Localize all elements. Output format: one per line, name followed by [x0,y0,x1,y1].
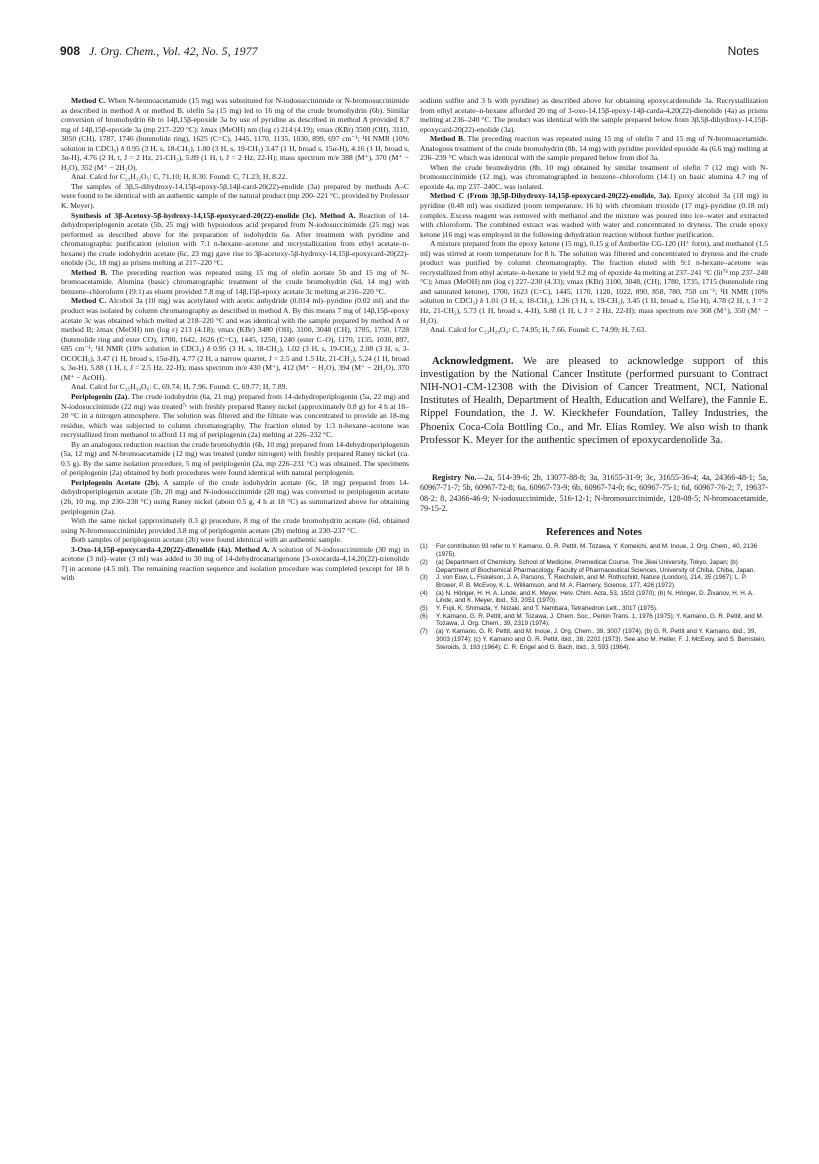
reference-number: (2) [420,558,428,566]
paragraph-text: Anal. Calcd for C₂₃H₂₈O₄: C, 74.95; H, 7.66. Found: C, 74.99; H, 7.63. [430,325,647,335]
left-paragraph [61,182,409,211]
reference-number: (4) [420,589,428,597]
left-paragraph [61,545,409,583]
page-header [60,44,759,62]
paragraph-lead: Method C (From 3β,5β-Dihydroxy-14,15β-epoxycard-20(22)-enolide, 3a). [430,191,672,201]
paragraph-lead: Method C. [71,96,106,105]
reference-text: (a) Department of Chemistry, School of Medicine, Premedical Course, The Jikei University, Tokyo, Japan; (b) Department of Biochemical Pharmacology, Faculty of Pharmaceutical Sciences, University of Chiba, Chiba, Japan. [436,558,756,574]
acknowledgment-lead: Acknowledgment. [432,355,514,367]
left-paragraph [61,535,409,545]
paragraph-text: Reaction of 14-dehydroperiplogenin acetate (5b, 25 mg) with hypoiodous acid prepared from N-iodosuccinimide (25 mg) was performed as described above for the preparation of iodohydrin 6a. After treatment with pyridine and chromatographic purification (elution with 7:1 n-hexane–acetone and recrystallization from ethyl acetate–n-hexane) the crude iodohydrin acetate (6c, 23 mg) gave rise to 3β-acetoxy-5β-hydroxy-14,15β-epoxycard-20(22)-enolide (3c, 18 mg) as prisms melting at 217–220 °C. [61,210,409,268]
right-paragraph [420,163,768,192]
paragraph-text: Both samples of periplogenin acetate (2b) were found identical with an authentic sample. [71,535,342,545]
references-heading: References and Notes [545,526,643,538]
paragraph-text: The preceding reaction was repeated using 15 mg of olefin 7 and 15 mg of N-bromoacetamide. Analogous treatment of the crude bromohydrin (8b, 14 mg) with pyridine provided epoxide 4a (6.6 mg) melting at 236–239 °C which was identical with the sample prepared below from diol 3a. [420,134,769,163]
left-paragraph [61,516,409,535]
paragraph-lead: Method C. [71,296,107,306]
right-paragraph [420,191,768,239]
paragraph-text: A mixture prepared from the epoxy ketone (15 mg), 0.15 g of Amberlite CG-120 (H⁺ form), and methanol (1.5 ml) was stirred at room temperature for 8 h. The solution was filtered and concentrated to dryness and the crude product was purified by column chromatography. The fraction eluted with 9:1 n-hexane–acetone was recrystallized from ethyl acetate–n-hexane to yield 9.2 mg of epoxide 4a melting at 237–241 °C (lit⁷ᵇ mp 237–248 °C); λmax (MeOH) nm (log ε) 227–230 (4.33); νmax (KBr) 3100, 3048, (CH), 1780, 1735, 1715 (butenolide ring and saturated ketone), 1700, 1623 (C=C), 1445, 1170, 1120, 1022, 890, 858, 780, 750 cm⁻¹; ¹H NMR (10% solution in CDCl₃) δ 1.01 (3 H, s, 18-CH₃), 1.26 (3 H, s, 19-CH₃), 3.45 (1 H, broad s, 15α H), 4.78 (2 H, t, J = 2 Hz, 21-CH₂), 5.73 (1 H, broad s, 4-H), 5.88 (1 H, t, J = 2 Hz, 22-H); mass spectrum m/e 368 (M⁺), 350 (M⁺ − H₂O). [420,239,768,325]
paragraph-text: Epoxy alcohol 3a (18 mg) in pyridine (0.48 ml) was oxidized (room temperature, 16 h) with chromium trioxide (17 mg)–pyridine (0.18 ml) complex. Excess reagent was removed with methanol and the mixture was poured into ice–water and extracted with chloroform. The combined extract was washed with water and concentrated to dryness. The crude epoxy ketone )16 mg) was employed in the following dehydration reaction without further purification. [420,191,768,239]
right-paragraph [420,96,768,134]
paragraph-text: A solution of N-iodosuccinimide (30 mg) in acetone (3 ml)–water (3 ml) was added to 30 mg of 14-dehydrocanarigenone [3-oxocarda-4,14,20(22)-trienolide 7] in acetone (4.5 ml). The remaining reaction sequence and isolation procedure was completed (except for 18 h with [61,544,409,583]
reference-number: (6) [420,612,428,620]
right-column [420,96,768,651]
section-label: Notes [727,44,759,58]
paragraph-text: A sample of the crude iodohydrin acetate (6c, 18 mg) prepared from 14-dehydroperiplogenin acetate (5b, 20 mg) and N-iodosuccinimide (20 mg) was converted to periplogenin acetate (2b, 10 mg, mp 230–238 °C) using Raney nickel (about 0.5 g, 4 h at 18 °C) as summarized above for obtaining periplogenin (2a). [61,477,409,516]
left-paragraph [61,211,409,268]
reference-item [420,628,768,651]
paragraph-text: Anal. Calcd for C₂₃H₃₂O₅: C, 71.10; H, 8.30. Found: C, 71.23; H, 8.22. [71,172,288,182]
left-paragraph [61,478,409,516]
left-paragraph [61,96,409,172]
paragraph-lead: 3-Oxo-14,15β-epoxycarda-4,20(22)-dienolide (4a). Method A. [71,544,270,554]
paragraph-lead: Method B. [71,267,108,277]
references-list [420,543,768,651]
reference-text: Y. Kamano, G. R. Pettit, and M. Tozawa, J. Chem. Soc., Perkin Trans. 1, 1976 (1975); Y. Kamano, G. R. Pettit, and M. Tozawa, J. Org. Chem., 39, 2319 (1974). [436,612,764,628]
paragraph-text: By an analogous reduction reaction the crude bromohydrin (6b, 10 mg) prepared from 14-dehydroperiplogenin (5a, 12 mg) and N-bromoacetamide (12 mg) was treated (under nitrogen) with freshly prepared Raney nickel (ca. 0.5 g). By the same isolation procedure, 5 mg of periplogenin (2a, mp 226–231 °C) was obtained. The specimens of periplogenin (2a) obtained by both procedures were found identical with natural periplogenin. [61,439,409,478]
paragraph-text: sodium sulfite and 3 h with pyridine) as described above for obtaining epoxycardenolide 3a. Recrystallization from ethyl acetate–n-hexane afforded 20 mg of 3-oxo-14,15β-epoxy-14β-carda-4,20(22)-dienolide (4a) as prisms melting at 236–240 °C. The product was identical with the sample prepared below from 3β,5β-dihydroxy-14,15β-epoxycard-20(22)-enolide (3a). [420,96,768,134]
left-paragraph [61,440,409,478]
reference-item [420,574,768,589]
acknowledgment-text: We are pleased to acknowledge support of this investigation by the National Cancer Institute (performed pursuant to Contract NIH-NO1-CM-12308 with the Division of Cancer Treatment, NCI, National Institutes of Health, Department of Health, Education and Welfare), the Fannie E. Rippel Foundation, the J. W. Kieckhefer Foundation, Talley Industries, the Phoenix Coca-Cola Bottling Co., and Mr. Elias Romley. We also wish to thank Professor K. Meyer for the authentic specimen of epoxycardenolide 3a. [420,355,768,446]
reference-text: (a) Y. Kamano, G. R. Pettit, and M. Inoue, J. Org. Chem., 39, 3007 (1974); (b) G. R. Pettit and Y. Kamano, ibid., 39, 3003 (1974); (c) Y. Kamano and G. R. Pettit, ibid., 38, 2202 (1973). See also M. Heller, F. J. McEvoy, and S. Bernstein, Steroids, 3, 193 (1964); C. R. Engel and G. Bach, ibid., 3, 593 (1964). [436,628,766,651]
right-paragraph [420,134,768,163]
paragraph-text: The samples of 3β,5-dihydroxy-14,15β-epoxy-5β,14β-card-20(22)-enolide (3a) prepared by methods A–C were found to be identical with an authentic sample of the natural product (mp 200–221 °C, provided by Professor K. Meyer). [61,181,409,211]
reference-number: (1) [420,543,428,551]
paragraph-text: When N-bromoacetamide (15 mg) was substituted for N-iodosuccinimide or N-bromosuccinimide as described in method A or method B, olefin 5a (15 mg) led to 16 mg of the crude bromohydrin (6b). Similar conversion of bromohydrin 6b to 14β,15β-epoxide 3a by use of pyridine as described in method A provided 8.7 mg of 14β,15β-epoxide 3a (mp 217–220 °C): λmax (MeOH) nm (log ε) 214 (4.19); νmax (KBr) 3500 (OH), 3110, 3050 (CH), 1787, 1746 (butenolide ring), 1625 (C=C), 1445, 1170, 1135, 1030, 899, 697 cm⁻¹; ¹H NMR (10% solution in CDCl₃) δ 0.95 (3 H, s, 18-CH₃), 1.00 (3 H, s, 19-CH₃) 3.47 (1 H, broad s, 15α-H), 4.16 (1 H, broad s, 3α-H), 4.76 (2 H, t, J = 2 Hz, 21-CH₂), 5.89 (1 H, t, J = 2 Hz, 22-H); mass spectrum m/e 388 (M⁺), 370 (M⁺ − H₂O), 352 (M⁺ − 2H₂O). [61,96,410,172]
paragraph-text: The preceding reaction was repeated using 15 mg of olefin acetate 5b and 15 mg of N-bromoacetamide. Alumina (basic) chromatographic treatment of the crude bromohydrin (6d, 14 mg) with benzene–chloroform (19:1) as eluent provided 7.8 mg of 14β,15β-epoxy acetate 3c melting at 216–220 °C. [61,267,410,296]
reference-text: J. von Euw, L. Fiskelson, J. A. Parsons, T. Reichstein, and M. Rothschild, Nature (London), 214, 35 (1967); L. P. Brower, P. B. McEvoy, K. L. Williamson, and M. A. Flannery, Science, 177, 426 (1972). [436,574,747,589]
reference-number: (5) [420,605,428,613]
reference-text: (a) N. Höriger, H. H. A. Linde, and K. Meyer, Helv. Chim. Acta, 53, 1503 (1970); (b) N. Höriger, D. Živanov, H. H. A. Linde, and K. Meyer, ibid., 53, 2051 (1970). [436,589,754,605]
paragraph-lead: Periplogenin Acetate (2b). [71,477,160,487]
reference-item [420,590,768,605]
reference-item [420,559,768,574]
paragraph-lead: Method B. [430,134,465,144]
reference-number: (7) [420,628,428,636]
paragraph-text: When the crude bromohydrin (8b, 10 mg) obtained by similar treatment of olefin 7 (12 mg) with N-bromosuccinimide (12 mg), was chromatographed in benzene–chloroform (14:1) on basic alumina 4.7 mg of epoxide 4a, mp 237–240C, was isolated. [420,162,768,191]
left-paragraph [61,268,409,297]
paragraph-lead: Synthesis of 3β-Acetoxy-5β-hydroxy-14,15β-epoxycard-20(22)-enolide (3c). Method A. [71,210,356,220]
acknowledgment [420,355,768,447]
left-column [61,96,409,583]
left-paragraph [61,296,409,382]
registry-lead: Registry No. [432,473,477,483]
right-paragraph [420,325,768,335]
right-column-body [420,96,768,335]
reference-item [420,543,768,558]
reference-item [420,613,768,628]
registry-text: —2a, 514-39-6; 2b, 13077-88-8; 3a, 31655-31-9; 3c, 31655-36-4; 4a, 24366-48-1; 5a, 60967-71-7; 5b, 60967-72-8; 6a, 60967-73-9; 6b, 60967-74-0; 6c, 60967-75-1; 6d, 60967-76-2; 7, 19637-08-2; 8, 24366-46-9; N-iodosuccinimide, 516-12-1; N-bromosuccinimide, 128-08-5; N-bromoacetamide, 79-15-2. [420,473,768,513]
paragraph-text: Alcohol 3a (10 mg) was acetylated with acetic anhydride (0.014 ml)–pyridine (0.02 ml) and the product was isolated by column chromatography as described in method A. By this means 7 mg of 14β,15β-epoxy acetate 3c was obtained which melted at 218–220 °C and was identical with the sample prepared by method A or method B; λmax (MeOH) nm (log ε) 213 (4.18); νmax (KBr) 3480 (OH), 3100, 3048 (CH), 1785, 1750, 1728 (butenolide ring and ester CO), 1700, 1642, 1626 (C=C), 1445, 1250, 1240 (ester C–O), 1170, 1135, 1030, 897, 695 cm⁻¹; ¹H NMR (10% solution in CDCl₃) δ 0.95 (3 H, s, 18-CH₃), 1.02 (3 H, s, 19-CH₃), 2.08 (3 H, s, 3-OCOCH₃), 3.47 (1 H, broad s, 15α-H), 4.77 (2 H, a narrow quartet, J = 2.5 and 1.5 Hz, 21-CH₂), 5.24 (1 H, broad s, 3α-H), 5.88 (1 H, t, J = 2.5 Hz, 22-H); mass spectrum m/e 430 (M⁺), 412 (M⁺ − H₂O), 394 (M⁺ − 2H₂O), 370 (M⁺ − AcOH). [61,296,409,382]
reference-number: (3) [420,574,428,582]
paragraph-lead: Periplogenin (2a). [71,391,130,401]
reference-text: For contribution 93 refer to Y. Kamano, G. R. Pettit, M. Tozawa, Y. Komeichi, and M. Inoue, J. Org. Chem., 40, 2136 (1975). [436,543,758,559]
registry-numbers [420,473,768,514]
page-number: 908 [60,44,81,58]
reference-item [420,605,768,613]
left-paragraph [61,382,409,392]
paragraph-text: Anal. Calcd for C₂₅H₃₄O₆: C, 69.74; H, 7.96. Found: C, 69.77; H, 7.89. [71,382,288,392]
right-paragraph [420,239,768,325]
left-paragraph [61,172,409,182]
reference-text: Y. Fujii, K. Shimada, Y. Niizaki, and T. Nambara, Tetrahedron Lett., 3017 (1975). [436,605,658,613]
paragraph-text: With the same nickel (approximately 0.3 g) procedure, 8 mg of the crude bromohydrin acetate (6d, obtained using N-bromosuccinimide) provided 3.8 mg of periplogenin acetate (2b) melting at 230–237 °C. [61,516,409,535]
paragraph-text: The crude iodohydrin (6a, 21 mg) prepared from 14-dehydroperiplogenin (5a, 22 mg) and N-iodosuccinimide (22 mg) was treated⁷ᶜ with freshly prepared Raney nickel (approximately 0.8 g) for 4 h at 18–20 °C in a nitrogen atmosphere. The solution was filtered and the filtrate was concentrated to provide an 18-mg residue, which was subjected to column chromatography. The fraction eluted by 1:3 n-hexane–acetone was recrystallized from methanol to afford 11 mg of periplogenin (2a) melting at 226–232 °C. [61,391,410,440]
journal-citation: J. Org. Chem., Vol. 42, No. 5, 1977 [89,44,258,58]
left-paragraph [61,392,409,440]
